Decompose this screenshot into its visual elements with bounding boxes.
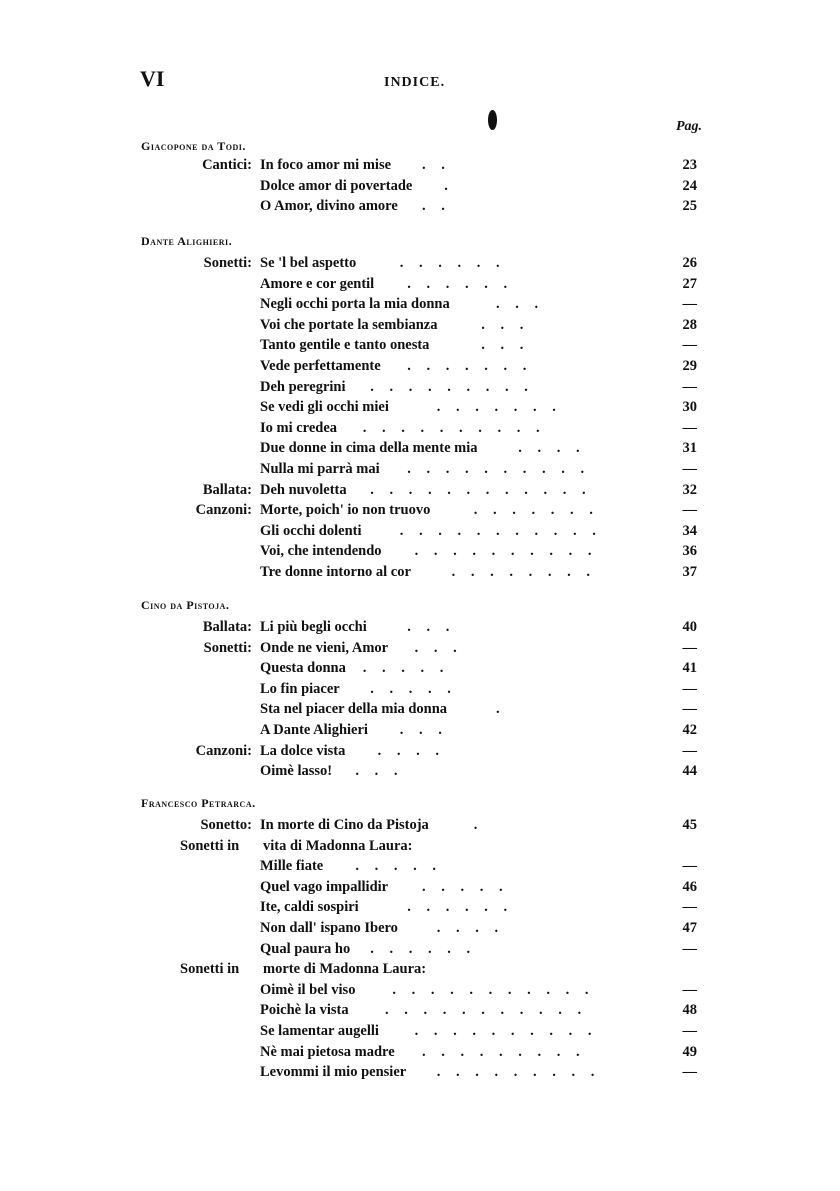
index-entry [0, 722, 840, 742]
entry-category-label: Sonetti in [180, 837, 240, 854]
index-entry [0, 701, 840, 721]
entry-category-label: Ballata: [202, 481, 252, 498]
index-entry [0, 255, 840, 275]
leader-dots: . . . [481, 316, 530, 333]
entry-page-number: — [682, 680, 697, 697]
entry-title: Deh peregrini [260, 378, 346, 395]
index-entry [0, 178, 840, 198]
page-number: VI [140, 66, 165, 91]
leader-dots: . . . . [377, 742, 445, 759]
index-entry [0, 1064, 840, 1084]
entry-title: Nè mai pietosa madre [260, 1043, 395, 1060]
ink-blot-mark [488, 110, 497, 130]
author-heading: Giacopone da Todi. [141, 139, 246, 153]
entry-page-number: 27 [682, 275, 697, 292]
index-entry [0, 317, 840, 337]
entry-page-number: 36 [682, 543, 697, 560]
leader-dots: . . [422, 198, 451, 215]
entry-title: Poichè la vista [260, 1002, 349, 1019]
entry-title: Mille fiate [260, 858, 324, 875]
entry-title: Qual paura ho [260, 940, 351, 957]
leader-dots: . . . . [436, 920, 505, 936]
entry-title: Sta nel piacer della mia donna [260, 701, 448, 718]
entry-title: Due donne in cima della mente mia [260, 440, 478, 457]
leader-dots: . . . . . . . . . . [414, 1023, 598, 1039]
entry-title: Questa donna [260, 660, 346, 677]
leader-dots: . . . . . . . . . . . [392, 981, 595, 998]
leader-dots: . . . . . . [370, 940, 477, 957]
index-entry [0, 660, 840, 680]
leader-dots: . . . . . . . . [451, 564, 596, 580]
entry-page-number: — [682, 639, 697, 656]
leader-dots: . . . . . [362, 660, 450, 677]
entry-page-number: 45 [682, 817, 697, 833]
index-entry [0, 763, 840, 783]
entry-title: Negli occhi porta la mia donna [260, 296, 450, 313]
leader-dots: . . . . . [370, 680, 457, 697]
index-entry [0, 619, 840, 639]
entry-title: Io mi credea [260, 419, 338, 436]
entry-title: Morte, poich' io non truovo [260, 502, 431, 519]
pag-column-label: Pag. [676, 119, 703, 134]
entry-page-number: — [682, 742, 697, 759]
leader-dots: . [444, 177, 454, 194]
index-entry [0, 564, 840, 584]
index-entry [0, 1002, 840, 1022]
entry-title: Vede perfettamente [260, 358, 381, 374]
entry-page-number: 30 [682, 399, 697, 416]
leader-dots: . . . . . . . [407, 358, 533, 374]
entry-title: Oimè il bel viso [260, 981, 356, 998]
index-entry [0, 879, 840, 899]
index-entry [0, 858, 840, 878]
entry-title: A Dante Alighieri [260, 722, 368, 738]
index-entry [0, 1023, 840, 1043]
entry-title: Li più begli occhi [260, 619, 367, 635]
entry-title: Levommi il mio pensier [260, 1064, 407, 1081]
entry-title: Non dall' ispano Ibero [260, 920, 398, 936]
entry-title: vita di Madonna Laura: [263, 837, 413, 854]
entry-title: Tanto gentile e tanto onesta [260, 337, 430, 354]
index-entry [0, 379, 840, 399]
entry-category-label: Sonetti in [180, 961, 240, 978]
index-entry [0, 358, 840, 378]
entry-title: Voi che portate la sembianza [260, 316, 438, 333]
entry-title: In foco amor mi mise [260, 157, 392, 173]
entry-title: Se 'l bel aspetto [260, 255, 357, 271]
page-title: INDICE. [384, 75, 446, 90]
leader-dots: . . . . . . . [473, 502, 599, 519]
index-entry [0, 817, 840, 837]
entry-title: Dolce amor di povertade [260, 177, 413, 194]
entry-page-number: — [682, 899, 697, 916]
leader-dots: . . . . . . . . . . . . [370, 481, 592, 498]
entry-page-number: 42 [682, 722, 697, 738]
leader-dots: . . . . . . . . . . [414, 543, 598, 560]
entry-page-number: — [682, 461, 697, 477]
index-entry [0, 157, 840, 177]
entry-page-number: 44 [682, 763, 697, 780]
leader-dots: . . . . . . . . . [370, 378, 534, 395]
entry-category-label: Sonetti: [203, 255, 252, 271]
author-heading: Cino da Pistoja. [141, 598, 230, 612]
entry-page-number: — [682, 858, 697, 875]
leader-dots: . . . . . . . . . . [407, 461, 591, 477]
entry-page-number: 32 [682, 481, 697, 498]
leader-dots: . . . . . . . . . [422, 1043, 586, 1060]
index-entry [0, 543, 840, 563]
leader-dots: . . . [414, 639, 463, 656]
entry-page-number: 40 [682, 619, 697, 635]
leader-dots: . . . . . . . . . [436, 1064, 601, 1081]
entry-page-number: — [682, 701, 697, 718]
entry-title: Nulla mi parrà mai [260, 461, 380, 477]
leader-dots: . . . [496, 296, 545, 313]
entry-page-number: 49 [682, 1043, 697, 1060]
entry-page-number: — [682, 378, 697, 395]
index-entry [0, 982, 840, 1002]
index-entry [0, 838, 840, 858]
entry-page-number: — [682, 337, 697, 354]
author-heading: Francesco Petrarca. [141, 796, 256, 810]
index-entry [0, 743, 840, 763]
entry-category-label: Sonetti: [203, 639, 252, 656]
index-entry [0, 681, 840, 701]
entry-title: Voi, che intendendo [260, 543, 382, 560]
index-entry [0, 337, 840, 357]
entry-page-number: 25 [682, 198, 697, 215]
leader-dots: . . . [481, 337, 530, 354]
entry-category-label: Canzoni: [195, 742, 252, 759]
leader-dots: . . [422, 157, 451, 173]
entry-title: Gli occhi dolenti [260, 522, 362, 539]
entry-title: O Amor, divino amore [260, 198, 398, 215]
leader-dots: . [473, 817, 484, 833]
entry-page-number: 26 [682, 255, 697, 271]
entry-title: Oimè lasso! [260, 763, 333, 780]
entry-page-number: — [682, 981, 697, 998]
index-entry [0, 399, 840, 419]
leader-dots: . . . . [518, 440, 586, 457]
leader-dots: . . . [355, 763, 404, 780]
entry-page-number: 29 [682, 358, 697, 374]
entry-title: Se vedi gli occhi miei [260, 399, 389, 416]
index-entry [0, 502, 840, 522]
entry-title: La dolce vista [260, 742, 346, 759]
entry-page-number: — [682, 1064, 697, 1081]
entry-title: morte di Madonna Laura: [263, 961, 427, 978]
entry-page-number: 46 [682, 878, 697, 895]
leader-dots: . . . . . . . . . . [362, 419, 546, 436]
index-entry [0, 198, 840, 218]
index-entry [0, 440, 840, 460]
entry-page-number: 24 [682, 177, 697, 194]
entry-page-number: — [682, 1023, 697, 1039]
entry-page-number: 48 [682, 1002, 697, 1019]
entry-title: Tre donne intorno al cor [260, 564, 411, 580]
leader-dots: . . . [407, 619, 456, 635]
entry-page-number: 31 [682, 440, 697, 457]
entry-title: Amore e cor gentil [260, 275, 375, 292]
index-entry [0, 523, 840, 543]
index-entry [0, 296, 840, 316]
index-entry [0, 640, 840, 660]
entry-page-number: — [682, 940, 697, 957]
entry-page-number: 34 [682, 522, 697, 539]
entry-title: Deh nuvoletta [260, 481, 347, 498]
entry-title: In morte di Cino da Pistoja [260, 817, 429, 833]
leader-dots: . . . . . [422, 878, 509, 895]
leader-dots: . . . . . . [399, 255, 506, 271]
entry-page-number: 23 [682, 157, 697, 173]
entry-page-number: — [682, 296, 697, 313]
leader-dots: . . . . . [355, 858, 443, 875]
entry-category-label: Canzoni: [195, 502, 252, 519]
index-entry [0, 461, 840, 481]
entry-page-number: — [682, 419, 697, 436]
entry-page-number: 28 [682, 316, 697, 333]
entry-title: Onde ne vieni, Amor [260, 639, 389, 656]
entry-title: Lo fin piacer [260, 680, 340, 697]
leader-dots: . . . [399, 722, 448, 738]
entry-title: Quel vago impallidir [260, 878, 389, 895]
leader-dots: . . . . . . . . . . . [385, 1002, 588, 1019]
entry-category-label: Sonetto: [200, 817, 252, 833]
index-entry [0, 899, 840, 919]
entry-title: Ite, caldi sospiri [260, 899, 359, 916]
index-entry [0, 276, 840, 296]
index-entry [0, 920, 840, 940]
leader-dots: . . . . . . [407, 899, 514, 916]
leader-dots: . . . . . . [407, 275, 514, 292]
index-entry [0, 941, 840, 961]
entry-page-number: 41 [682, 660, 697, 677]
leader-dots: . . . . . . . [436, 399, 562, 416]
leader-dots: . . . . . . . . . . . [399, 522, 602, 539]
entry-page-number: 37 [682, 564, 697, 580]
leader-dots: . [496, 701, 506, 718]
entry-category-label: Ballata: [202, 619, 252, 635]
author-heading: Dante Alighieri. [141, 234, 233, 248]
entry-title: Se lamentar augelli [260, 1023, 379, 1039]
index-entry [0, 961, 840, 981]
index-entry [0, 420, 840, 440]
index-entry [0, 1044, 840, 1064]
entry-category-label: Cantici: [202, 157, 252, 173]
entry-page-number: 47 [682, 920, 697, 936]
entry-page-number: — [682, 502, 697, 519]
index-entry [0, 482, 840, 502]
